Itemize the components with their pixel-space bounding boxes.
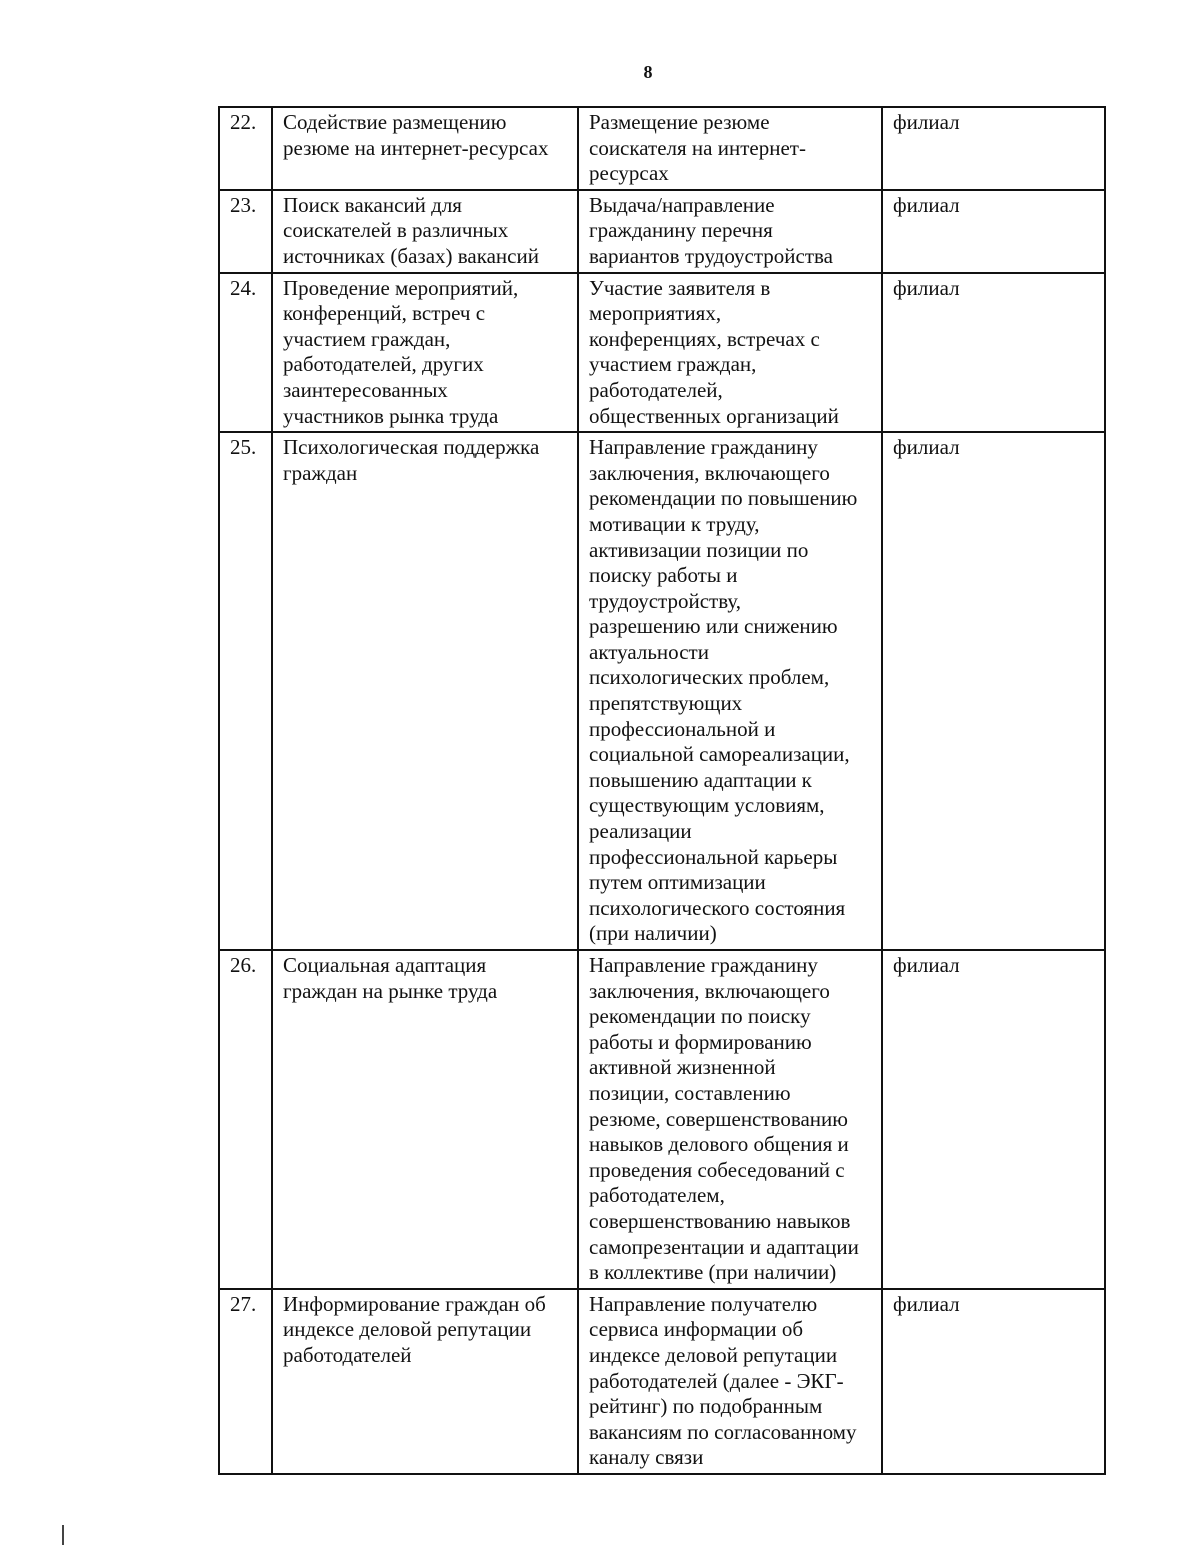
service-result-cell xyxy=(578,190,882,273)
row-number: 24. xyxy=(219,273,272,433)
service-name-cell xyxy=(272,950,578,1289)
service-name-line: соискателей в различных xyxy=(283,218,509,243)
executor-cell: филиал xyxy=(882,190,1105,273)
table-row xyxy=(219,1289,1105,1474)
service-name-cell xyxy=(272,107,578,190)
table-body xyxy=(219,107,1105,1474)
scan-artifact xyxy=(62,1525,64,1545)
table-row xyxy=(219,107,1105,190)
service-result-line: существующим условиям, xyxy=(589,793,825,818)
service-result-line: препятствующих xyxy=(589,691,743,716)
service-result-line: заключения, включающего xyxy=(589,978,830,1003)
service-result-cell xyxy=(578,107,882,190)
service-result-line: общественных организаций xyxy=(589,403,839,428)
service-result-line: навыков делового общения и xyxy=(589,1132,849,1157)
service-result-line: рейтинг) по подобранным xyxy=(589,1394,823,1419)
service-result-line: гражданину перечня xyxy=(589,218,773,243)
service-result-line: Направление гражданину xyxy=(589,953,818,977)
service-result-line: Выдача/направление xyxy=(589,192,775,217)
service-result-cell xyxy=(578,1289,882,1474)
service-result-line: активизации позиции по xyxy=(589,537,809,562)
service-result-line: каналу связи xyxy=(589,1445,704,1470)
service-name-line: заинтересованных xyxy=(283,377,448,402)
service-name-line: индексе деловой репутации xyxy=(283,1317,532,1342)
executor-cell: филиал xyxy=(882,950,1105,1289)
service-result-line: работодателей, xyxy=(589,377,723,402)
service-result-line: работодателей (далее - ЭКГ- xyxy=(589,1368,844,1393)
service-name-line: Информирование граждан об xyxy=(283,1291,546,1316)
service-name-line: граждан на рынке труда xyxy=(283,978,498,1003)
row-number: 22. xyxy=(219,107,272,190)
service-name-line: Психологическая поддержка xyxy=(283,435,540,460)
service-result-line: заключения, включающего xyxy=(589,460,830,485)
service-name-line: Социальная адаптация xyxy=(283,953,487,977)
service-name-line: работодателей, других xyxy=(283,352,484,377)
service-result-line: активной жизненной xyxy=(589,1055,776,1080)
page-number: 8 xyxy=(643,62,653,82)
service-result-line: Размещение резюме xyxy=(589,110,770,134)
service-result-line: в коллективе (при наличии) xyxy=(589,1260,837,1285)
service-name-line: участников рынка труда xyxy=(283,403,499,428)
service-result-line: повышению адаптации к xyxy=(589,767,812,792)
service-result-line: Направление получателю xyxy=(589,1291,818,1316)
table-row xyxy=(219,432,1105,950)
service-result-cell xyxy=(578,950,882,1289)
service-result-line: реализации xyxy=(589,819,692,844)
executor-cell: филиал xyxy=(882,1289,1105,1474)
service-result-line: конференциях, встречах с xyxy=(589,326,820,351)
service-result-line: поиску работы и xyxy=(589,563,738,588)
service-result-line: трудоустройству, xyxy=(589,588,742,613)
service-name-line: резюме на интернет-ресурсах xyxy=(283,135,549,160)
service-result-line: сервиса информации об xyxy=(589,1317,804,1342)
service-name-cell xyxy=(272,190,578,273)
service-result-line: Направление гражданину xyxy=(589,435,818,460)
service-result-line: разрешению или снижению xyxy=(589,614,838,639)
service-result-line: мотивации к труду, xyxy=(589,511,760,536)
executor-cell: филиал xyxy=(882,432,1105,950)
service-result-line: Участие заявителя в xyxy=(589,275,771,300)
row-number: 25. xyxy=(219,432,272,950)
service-result-line: актуальности xyxy=(589,639,709,664)
service-result-line: профессиональной и xyxy=(589,716,776,741)
service-result-line: вариантов трудоустройства xyxy=(589,243,833,268)
table-row xyxy=(219,190,1105,273)
service-name-line: конференций, встреч с xyxy=(283,301,486,326)
service-result-line: (при наличии) xyxy=(589,921,717,946)
service-name-line: работодателей xyxy=(283,1342,412,1367)
service-name-cell xyxy=(272,432,578,950)
service-result-line: рекомендации по поиску xyxy=(589,1004,811,1029)
service-result-line: рекомендации по повышению xyxy=(589,486,858,511)
row-number: 27. xyxy=(219,1289,272,1474)
executor-cell: филиал xyxy=(882,273,1105,433)
service-result-line: позиции, составлению xyxy=(589,1080,791,1105)
service-result-line: индексе деловой репутации xyxy=(589,1342,838,1367)
service-result-line: ресурсах xyxy=(589,161,669,186)
service-result-line: соискателя на интернет- xyxy=(589,135,806,160)
service-name-line: участием граждан, xyxy=(283,326,451,351)
service-result-line: участием граждан, xyxy=(589,352,757,377)
service-result-line: вакансиям по согласованному xyxy=(589,1419,857,1444)
service-name-line: источниках (базах) вакансий xyxy=(283,243,539,268)
service-name-cell xyxy=(272,1289,578,1474)
service-result-cell xyxy=(578,432,882,950)
service-name-cell xyxy=(272,273,578,433)
row-number: 26. xyxy=(219,950,272,1289)
service-name-line: Содействие размещению xyxy=(283,110,507,134)
executor-cell: филиал xyxy=(882,107,1105,190)
table-row xyxy=(219,950,1105,1289)
service-result-line: психологических проблем, xyxy=(589,665,830,690)
service-result-line: социальной самореализации, xyxy=(589,742,850,767)
service-result-line: совершенствованию навыков xyxy=(589,1208,851,1233)
service-name-line: Проведение мероприятий, xyxy=(283,275,519,300)
service-result-line: профессиональной карьеры xyxy=(589,844,838,869)
services-table xyxy=(218,106,1106,1475)
service-result-line: самопрезентации и адаптации xyxy=(589,1234,859,1259)
service-result-line: резюме, совершенствованию xyxy=(589,1106,848,1131)
service-result-line: работы и формированию xyxy=(589,1029,812,1054)
service-result-line: психологического состояния xyxy=(589,895,846,920)
service-name-line: граждан xyxy=(283,460,358,485)
service-result-line: проведения собеседований с xyxy=(589,1157,845,1182)
service-result-cell xyxy=(578,273,882,433)
row-number: 23. xyxy=(219,190,272,273)
service-result-line: работодателем, xyxy=(589,1183,725,1208)
service-result-line: мероприятиях, xyxy=(589,301,722,326)
service-result-line: путем оптимизации xyxy=(589,870,766,895)
service-name-line: Поиск вакансий для xyxy=(283,192,462,217)
table-row xyxy=(219,273,1105,433)
